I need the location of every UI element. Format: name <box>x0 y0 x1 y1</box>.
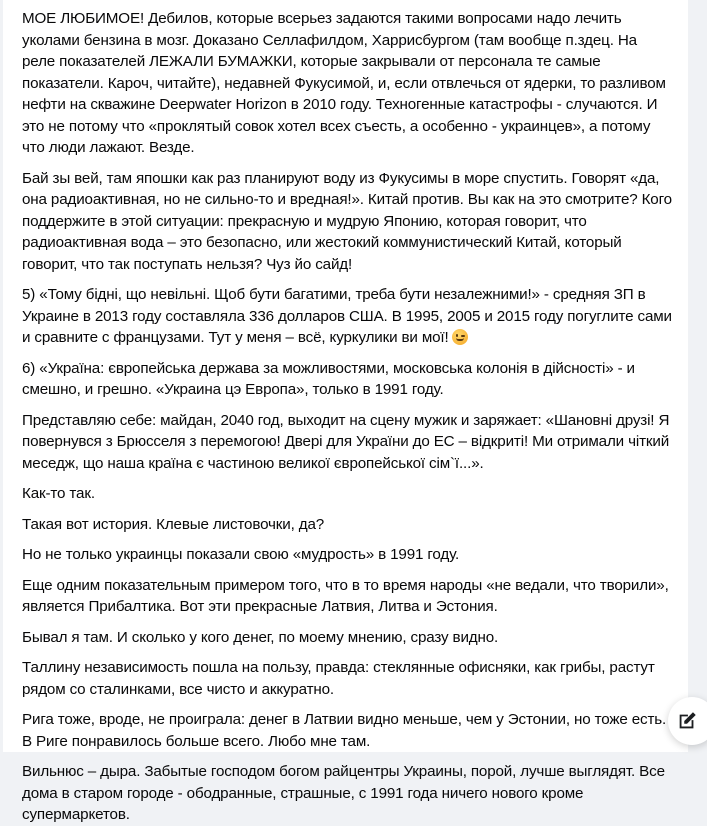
post-paragraph: Бай зы вей, там япошки как раз планируют воду из Фукусимы в море спустить. Говорят «да, она радиоактивная, но не сильно-то и вредная!». Китай против. Вы как на это смотрите? Кого поддержите в этой ситуации: прекрасную и мудрую Японию, которая говорит, что радиоактивная вода – это безопасно, или жестокий коммунистический Китай, который говорит, что так поступать нельзя? Чуз йо сайд! <box>22 169 672 273</box>
post-text <box>22 8 672 826</box>
post-paragraph: Еще одним показательным примером того, что в то время народы «не ведали, что творили», является Прибалтика. Вот эти прекрасные Латвия, Литва и Эстония. <box>22 576 669 615</box>
post-paragraph: Такая вот история. Клевые листовочки, да? <box>22 515 325 533</box>
compose-icon <box>676 710 698 732</box>
post-paragraph <box>22 284 672 349</box>
post-paragraph-text: 5) «Тому бідні, що невільні. Щоб бути багатими, треба бути незалежними!» - средняя ЗП в Украине в 2013 году составляла 336 долларов США. В 1995, 2005 и 2015 году погуглите сами и сравните с французами. Тут у меня – всё, куркулики ви мої! <box>22 286 672 346</box>
post-paragraph: Вильнюс – дыра. Забытые господом богом райцентры Украины, порой, лучше выглядят. Все дома в старом городе - ободранные, страшные, с 1991 года ничего нового кроме супермаркетов. <box>22 763 665 823</box>
post-paragraph: МОЕ ЛЮБИМОЕ! Дебилов, которые всерьез задаются такими вопросами надо лечить уколами бензина в мозг. Доказано Селлафилдом, Харрисбургом (там вообще п.здец. На реле показателей ЛЕЖАЛИ БУМАЖКИ, которые закрывали от персонала те самые показатели. Кароч, читайте), недавней Фукусимой, и, если отвлечься от ядерки, то разливом нефти на скважине Deepwater Horizon в 2010 году. Техногенные катастрофы - случаются. И это не потому что «проклятый совок хотел всех съесть, а особенно - украинцев», а потому что люди лажают. Везде. <box>22 10 666 156</box>
post-paragraph: Рига тоже, вроде, не проиграла: денег в Латвии видно меньше, чем у Эстонии, но тоже есть. В Риге понравилось больше всего. Любо мне там. <box>22 711 667 750</box>
post-paragraph: Представляю себе: майдан, 2040 год, выходит на сцену мужик и заряжает: «Шановні друзі! Я повернувся з Брюсселя з перемогою! Двері для України до ЕС – відкриті! Ми отримали чіткий меседж, що наша країна є частиною великої європейської сім`ї...». <box>22 411 670 472</box>
post-paragraph: Но не только украинцы показали свою «мудрость» в 1991 году. <box>22 546 460 563</box>
post-paragraph: Как-то так. <box>22 485 95 502</box>
post-paragraph: Бывал я там. И сколько у кого денег, по моему мнению, сразу видно. <box>22 628 499 646</box>
post-paragraph: Таллину независимость пошла на пользу, правда: стеклянные офисняки, как грибы, растут рядом со сталинками, все чисто и аккуратно. <box>22 659 655 698</box>
winking-face-emoji-icon <box>452 329 468 345</box>
post-paragraph: 6) «Україна: європейська держава за можливостями, московська колонія в дійсності» - и смешно, и грешно. «Украина цэ Европа», только в 1991 году. <box>22 359 635 398</box>
post-card <box>3 0 688 823</box>
